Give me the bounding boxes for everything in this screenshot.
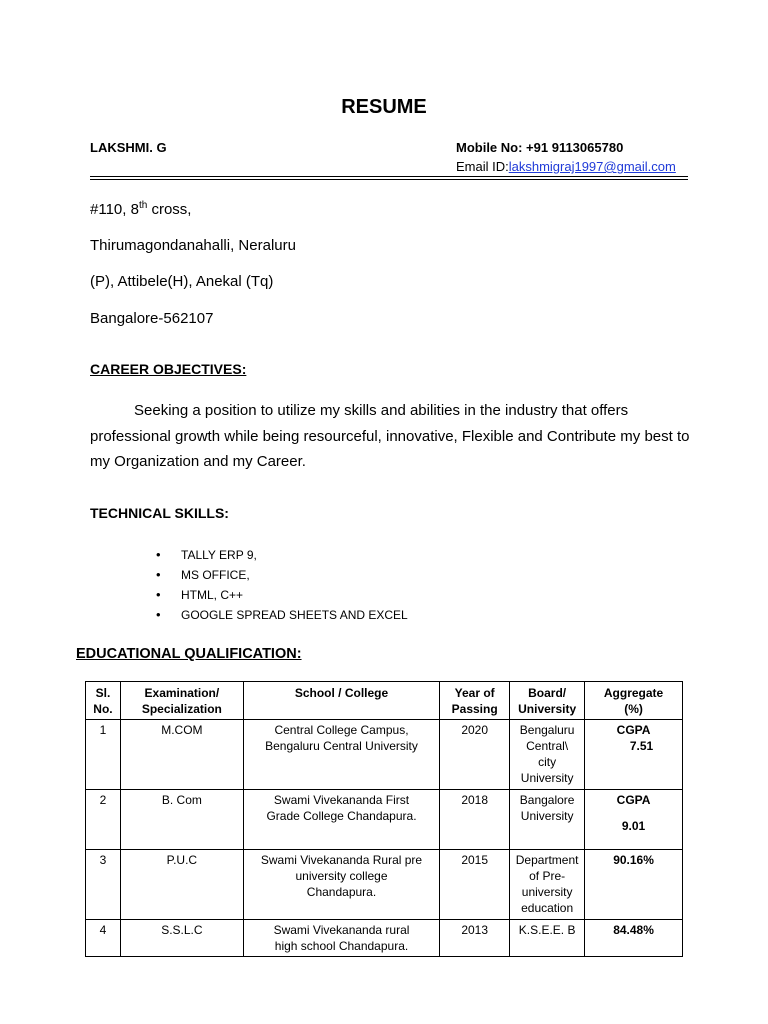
address-line-2: Thirumagondanahalli, Neraluru [90, 237, 296, 254]
cell-board: Department of Pre- university education [510, 850, 585, 920]
address-line-4: Bangalore-562107 [90, 310, 214, 327]
cell-aggregate: CGPA 7.51 [585, 720, 683, 790]
cell-year: 2013 [440, 920, 510, 957]
career-objectives-body: Seeking a position to utilize my skills and abilities in the industry that offers professional growth while being resourceful, innovative, Flexible and Contribute my best to my Organization and my Career. [90, 402, 690, 470]
header-sl-no: Sl. No. [86, 682, 121, 720]
table-row [86, 850, 683, 920]
cell-year: 2015 [440, 850, 510, 920]
address-line-1-rest: cross, [147, 201, 192, 218]
table-row [86, 720, 683, 790]
cell-school: Central College Campus, Bengaluru Central University [243, 720, 439, 790]
header-divider [90, 176, 688, 177]
cell-exam: S.S.L.C [120, 920, 243, 957]
education-table [85, 681, 683, 957]
email-link[interactable]: lakshmigraj1997@gmail.com [508, 159, 676, 174]
cell-sl: 3 [86, 850, 121, 920]
address-line-1 [90, 200, 191, 218]
educational-qualification-heading: EDUCATIONAL QUALIFICATION: [76, 646, 302, 662]
cell-school: Swami Vivekananda rural high school Chandapura. [243, 920, 439, 957]
cell-board: Bangalore University [510, 790, 585, 850]
cell-school: Swami Vivekananda First Grade College Chandapura. [243, 790, 439, 850]
career-objectives-heading: CAREER OBJECTIVES: [90, 361, 247, 377]
skill-item: • GOOGLE SPREAD SHEETS AND EXCEL [156, 605, 408, 625]
candidate-name: LAKSHMI. G [90, 140, 167, 155]
cell-aggregate: CGPA 9.01 [585, 790, 683, 850]
cell-sl: 1 [86, 720, 121, 790]
cell-sl: 2 [86, 790, 121, 850]
table-row [86, 920, 683, 957]
cell-exam: P.U.C [120, 850, 243, 920]
header-year: Year of Passing [440, 682, 510, 720]
cell-sl: 4 [86, 920, 121, 957]
technical-skills-list [156, 545, 408, 625]
cell-exam: B. Com [120, 790, 243, 850]
header-divider-second [90, 179, 688, 180]
cell-aggregate: 90.16% [585, 850, 683, 920]
cell-school: Swami Vivekananda Rural pre university college Chandapura. [243, 850, 439, 920]
technical-skills-heading: TECHNICAL SKILLS: [90, 505, 229, 521]
address-line-1-sup: th [138, 200, 148, 211]
email-line [456, 159, 676, 174]
cell-exam: M.COM [120, 720, 243, 790]
skill-item: • MS OFFICE, [156, 565, 408, 585]
skill-item: • TALLY ERP 9, [156, 545, 408, 565]
cell-aggregate: 84.48% [585, 920, 683, 957]
email-label: Email ID: [456, 159, 509, 174]
career-objectives-text [90, 398, 690, 475]
cell-board: Bengaluru Central\ city University [510, 720, 585, 790]
resume-title: RESUME [341, 96, 427, 118]
skill-item: • HTML, C++ [156, 585, 408, 605]
address-line-1-text: #110, 8 [90, 201, 139, 218]
cell-board: K.S.E.E. B [510, 920, 585, 957]
header-school: School / College [243, 682, 439, 720]
header-examination: Examination/ Specialization [120, 682, 243, 720]
header-board: Board/ University [510, 682, 585, 720]
cell-year: 2020 [440, 720, 510, 790]
cell-year: 2018 [440, 790, 510, 850]
mobile-number: Mobile No: +91 9113065780 [456, 140, 624, 155]
table-header-row [86, 682, 683, 720]
address-line-3: (P), Attibele(H), Anekal (Tq) [90, 273, 274, 290]
header-aggregate: Aggregate (%) [585, 682, 683, 720]
table-row [86, 790, 683, 850]
